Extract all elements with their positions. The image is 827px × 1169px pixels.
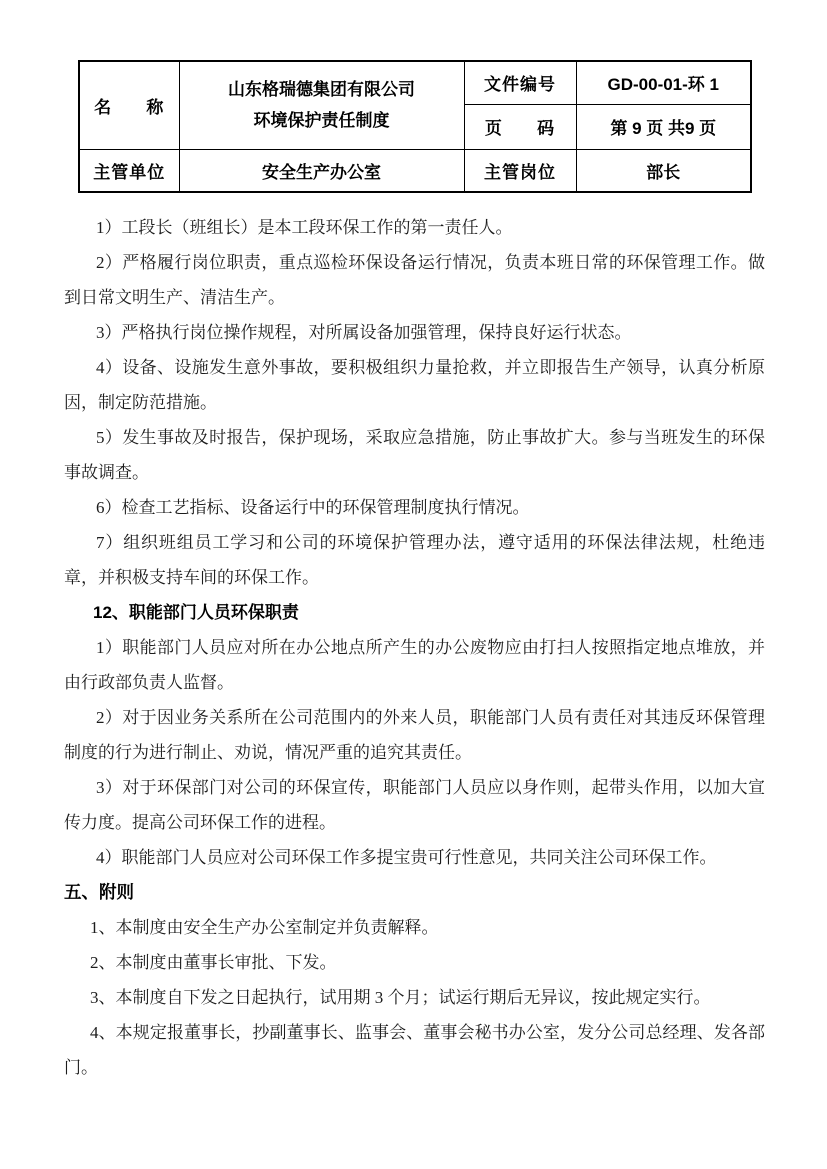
position-label-cell: 主管岗位 (464, 149, 576, 192)
doc-number-value-cell: GD-00-01-环 1 (576, 61, 751, 104)
section12-item-4: 4）职能部门人员应对公司环保工作多提宝贵可行性意见，共同关注公司环保工作。 (96, 848, 717, 867)
unit-label-cell: 主管单位 (79, 149, 179, 192)
section11-item-5: 5）发生事故及时报告，保护现场，采取应急措施，防止事故扩大。参与当班发生的环保事故调查。 (64, 428, 765, 482)
appendix-item-4: 4、本规定报董事长，抄副董事长、监事会、董事会秘书办公室，发分公司总经理、发各部门。 (64, 1023, 765, 1077)
section11-item-6: 6）检查工艺指标、设备运行中的环保管理制度执行情况。 (96, 498, 530, 517)
company-name-line: 山东格瑞德集团有限公司 (228, 80, 415, 100)
appendix-item-1: 1、本制度由安全生产办公室制定并负责解释。 (90, 918, 439, 937)
doc-number-label-cell: 文件编号 (464, 61, 576, 104)
appendix-item-3: 3、本制度自下发之日起执行，试用期 3 个月；试运行期后无异议，按此规定实行。 (90, 988, 711, 1007)
position-value-cell: 部长 (576, 149, 751, 192)
document-title-line: 环境保护责任制度 (253, 111, 390, 131)
section12-heading: 12、职能部门人员环保职责 (93, 603, 299, 622)
section11-item-4: 4）设备、设施发生意外事故，要积极组织力量抢救，并立即报告生产领导，认真分析原因，制定防范措施。 (64, 358, 765, 412)
section11-item-3: 3）严格执行岗位操作规程，对所属设备加强管理，保持良好运行状态。 (96, 323, 632, 342)
section12-item-2: 2）对于因业务关系所在公司范围内的外来人员，职能部门人员有责任对其违反环保管理制度的行为进行制止、劝说，情况严重的追究其责任。 (64, 708, 765, 762)
section12-item-1: 1）职能部门人员应对所在办公地点所产生的办公废物应由打扫人按照指定地点堆放，并由行政部负责人监督。 (64, 638, 765, 692)
name-value-cell (179, 61, 464, 149)
document-header-table (78, 60, 752, 193)
section12-item-3: 3）对于环保部门对公司的环保宣传，职能部门人员应以身作则，起带头作用，以加大宣传力度。提高公司环保工作的进程。 (64, 778, 765, 832)
document-body (64, 210, 765, 1085)
appendix-heading: 五、附则 (64, 882, 134, 902)
page-number-value-cell: 第 9 页 共9 页 (576, 104, 751, 149)
section11-item-7: 7）组织班组员工学习和公司的环境保护管理办法，遵守适用的环保法律法规，杜绝违章，并积极支持车间的环保工作。 (64, 533, 765, 587)
section11-item-1: 1）工段长（班组长）是本工段环保工作的第一责任人。 (96, 218, 513, 237)
unit-value-cell: 安全生产办公室 (179, 149, 464, 192)
name-label-cell: 名 称 (79, 61, 179, 149)
appendix-item-2: 2、本制度由董事长审批、下发。 (90, 953, 337, 972)
page-number-label-cell: 页 码 (464, 104, 576, 149)
section11-item-2: 2）严格履行岗位职责，重点巡检环保设备运行情况，负责本班日常的环保管理工作。做到日常文明生产、清洁生产。 (64, 253, 765, 307)
